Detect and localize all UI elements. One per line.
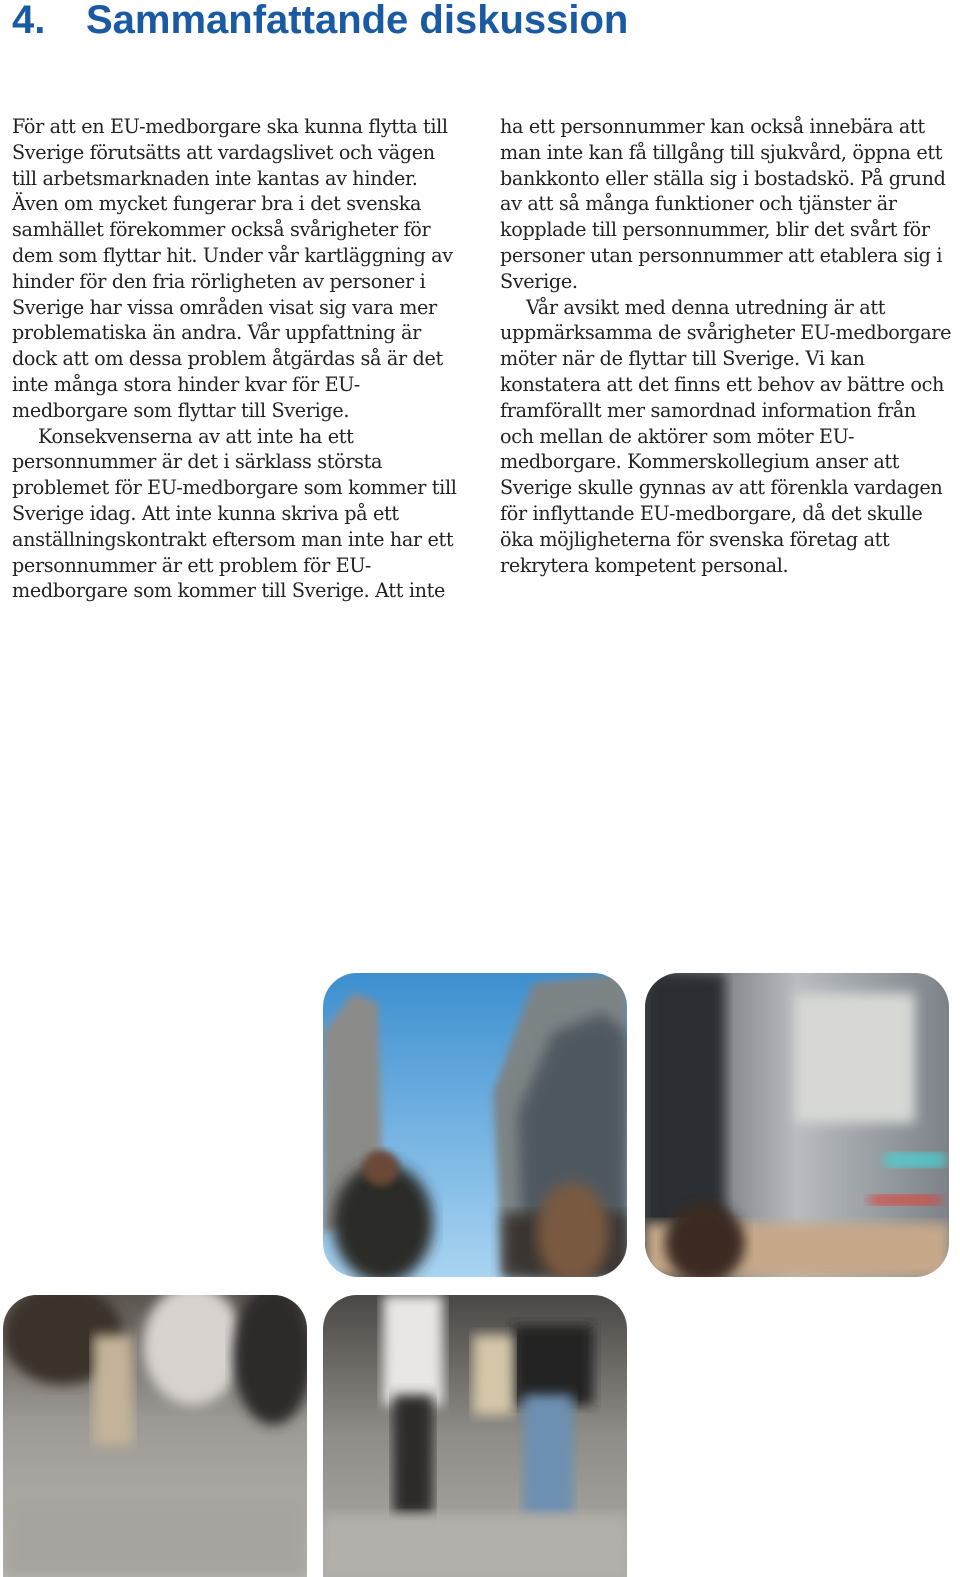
street-photo-building [645,973,949,1277]
paragraph: För att en EU-medborgare ska kunna flytta till Sverige förutsätts att vardagslivet och vägen till arbetsmarknaden inte kantas av hinder. Även om mycket fungerar bra i det svenska samhället förekommer också svårigheter för dem som flyttar hit. Under vår kartläggning av hinder för den fria rörligheten av personer i Sverige har vissa områden visat sig vara mer problematiska än andra. Vår uppfattning är dock att om dessa problem åtgärdas så är det inte många stora hinder kvar för EU-medborgare som flyttar till Sverige. [12,115,453,422]
chapter-title: Sammanfattande diskussion [86,0,629,42]
left-text-column [12,114,464,604]
street-photo-crowd [3,1295,307,1577]
paragraph: Vår avsikt med denna utredning är att uppmärksamma de svårigheter EU-medborgare möter när de flyttar till Sverige. Vi kan konstatera att det finns ett behov av bättre och framförallt mer samordnad information från och mellan de aktörer som möter EU-medborgare. Kommerskollegium anser att Sverige skulle gynnas av att förenkla vardagen för inflyttande EU-medborgare, då det skulle öka möjligheterna för svenska företag att rekrytera kompetent personal. [500,295,952,577]
right-text-column [500,114,955,578]
street-photo-walkers [323,1295,627,1577]
paragraph: ha ett personnummer kan också innebära att man inte kan få tillgång till sjukvård, öppna ett bankkonto eller ställa sig i bostadskö. På grund av att så många funktioner och tjänster är kopplade till personnummer, blir det svårt för personer utan personnummer att etablera sig i Sverige. [500,115,946,293]
paragraph: Konsekvenserna av att inte ha ett personnummer är det i särklass största problemet för EU-medborgare som kommer till Sverige idag. Att inte kunna skriva på ett anställningskontrakt eftersom man inte har ett personnummer är ett problem för EU-medborgare som kommer till Sverige. Att inte [12,424,457,603]
chapter-number: 4. [12,0,46,42]
chapter-heading [12,0,628,48]
street-photo-sky [323,973,627,1277]
